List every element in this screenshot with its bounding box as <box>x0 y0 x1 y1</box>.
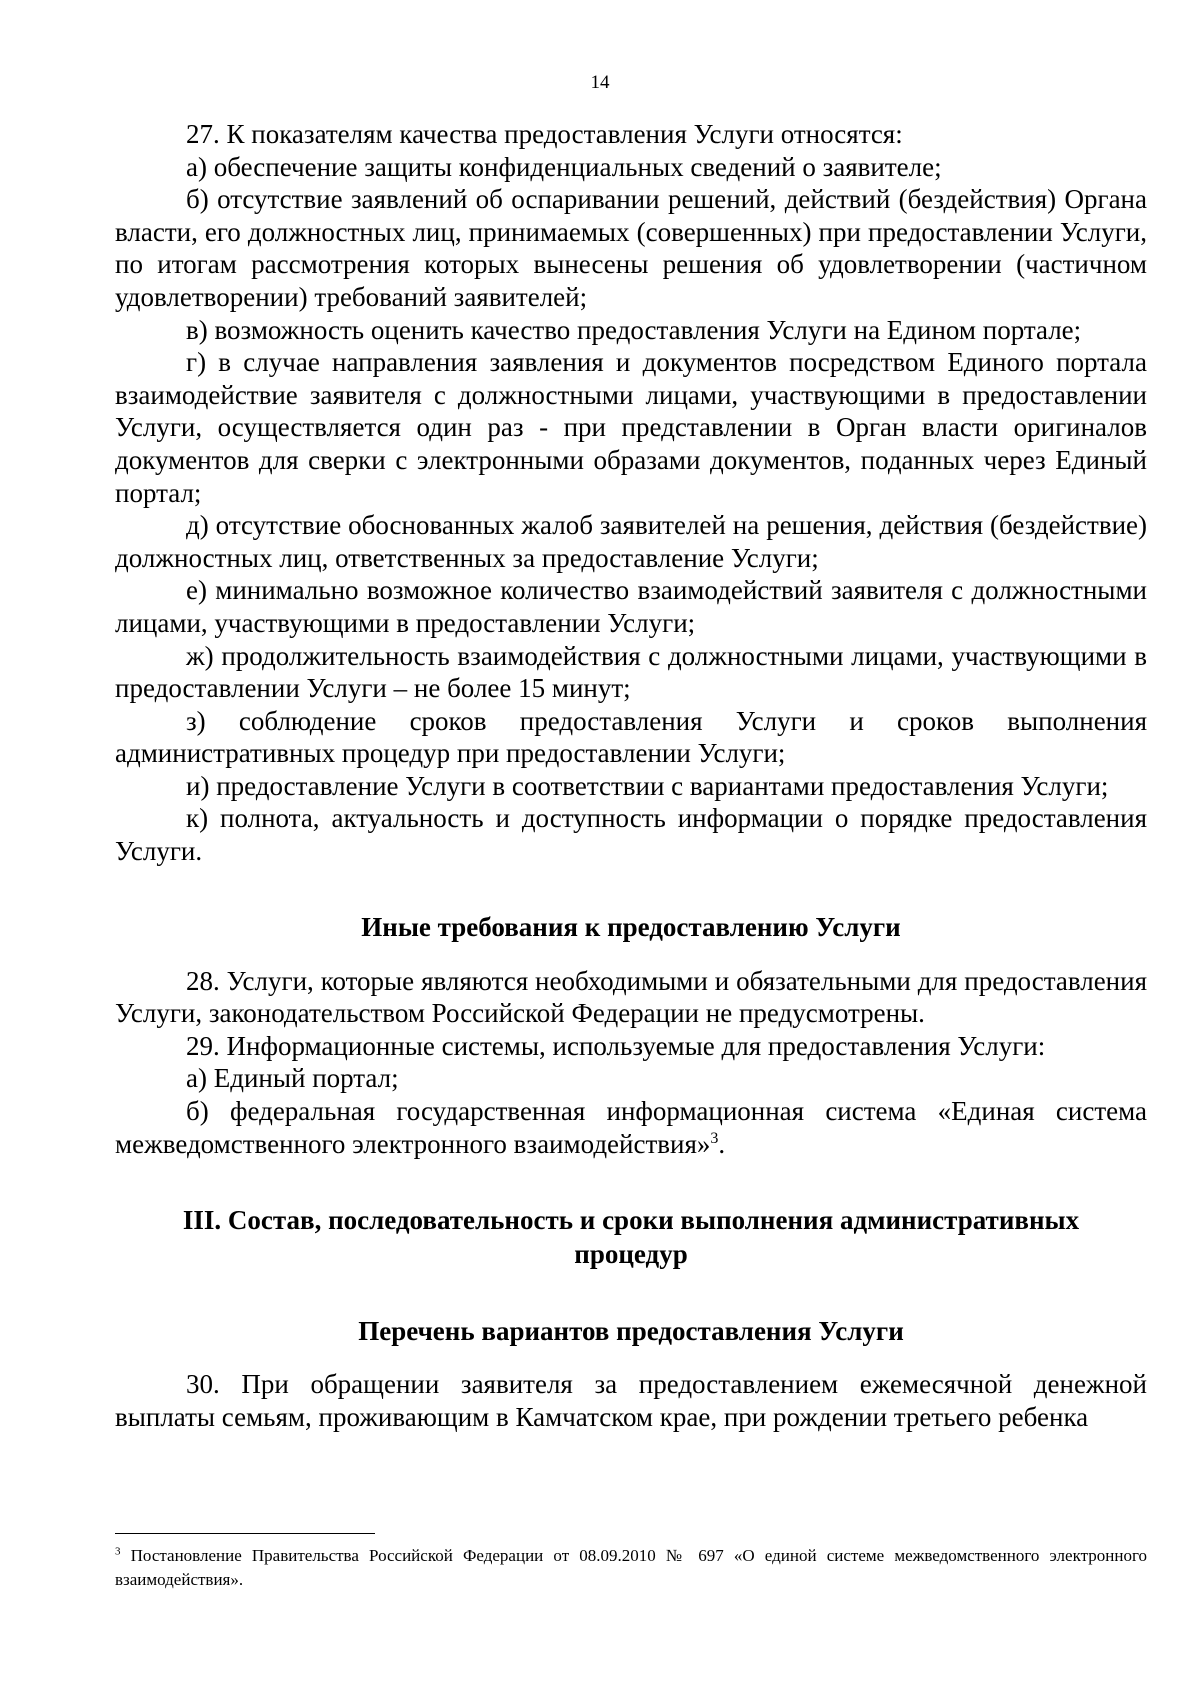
document-body <box>115 118 1147 1433</box>
footnote-divider <box>115 1533 375 1534</box>
list-item-29-b <box>115 1095 1147 1160</box>
list-item-v: в) возможность оценить качество предоставления Услуги на Едином портале; <box>186 314 1082 345</box>
paragraph-29: 29. Информационные системы, используемые для предоставления Услуги: <box>186 1030 1046 1061</box>
list-item-d: д) отсутствие обоснованных жалоб заявителей на решения, действия (бездействие) должностных лиц, ответственных за предоставление Услуги; <box>115 510 1147 573</box>
list-item-k: к) полнота, актуальность и доступность информации о порядке предоставления Услуги. <box>115 803 1147 867</box>
list-item-g: г) в случае направления заявления и документов посредством Единого портала взаимодействие заявителя с должностными лицами, участвующими в предоставлении Услуги, осуществляется один раз - при представлении в Орган власти оригиналов документов для сверки с электронными образами документов, поданных через Единый портал; <box>115 347 1147 508</box>
footnote <box>115 1544 1147 1592</box>
paragraph-30: 30. При обращении заявителя за предоставлением ежемесячной денежной выплаты семьям, проживающим в Камчатском крае, при рождении третьего ребенка <box>115 1369 1147 1432</box>
list-item-zh: ж) продолжительность взаимодействия с должностными лицами, участвующими в предоставлении Услуги – не более 15 минут; <box>115 640 1147 704</box>
footnote-text: Постановление Правительства Российской Федерации от 08.09.2010 № 697 «О единой системе межведомственного электронного взаимодействия». <box>115 1546 1147 1589</box>
list-item-29-b-text: б) федеральная государственная информационная система «Единая система межведомственного электронного взаимодействия» <box>115 1096 1147 1159</box>
list-item-a: а) обеспечение защиты конфиденциальных сведений о заявителе; <box>186 151 942 182</box>
footnote-mark: 3 <box>115 1545 121 1558</box>
page-number: 14 <box>590 72 610 93</box>
list-item-z: з) соблюдение сроков предоставления Услуги и сроков выполнения административных процедур при предоставлении Услуги; <box>115 705 1147 769</box>
paragraph-27: 27. К показателям качества предоставления Услуги относятся: <box>186 119 903 149</box>
section-heading-line1: III. Состав, последовательность и сроки выполнения административных <box>182 1205 1080 1236</box>
list-item-b: б) отсутствие заявлений об оспаривании решений, действий (бездействия) Органа власти, его должностных лиц, принимаемых (совершенных) при предоставлении Услуги, по итогам рассмотрения которых вынесены решения об удовлетворении (частичном удовлетворении) требований заявителей; <box>115 184 1147 312</box>
sentence-end: . <box>718 1128 726 1159</box>
list-item-29-a: а) Единый портал; <box>186 1063 399 1094</box>
heading-other-requirements: Иные требования к предоставлению Услуги <box>361 911 901 942</box>
list-item-e: е) минимально возможное количество взаимодействий заявителя с должностными лицами, участвующими в предоставлении Услуги; <box>115 575 1147 638</box>
paragraph-28: 28. Услуги, которые являются необходимыми и обязательными для предоставления Услуги, законодательством Российской Федерации не предусмотрены. <box>115 965 1147 1029</box>
section-heading-line2: процедур <box>574 1239 688 1270</box>
footnote-reference: 3 <box>710 1129 719 1147</box>
heading-variants: Перечень вариантов предоставления Услуги <box>358 1316 904 1347</box>
list-item-i: и) предоставление Услуги в соответствии с вариантами предоставления Услуги; <box>186 770 1109 801</box>
section-heading <box>115 1160 1147 1271</box>
